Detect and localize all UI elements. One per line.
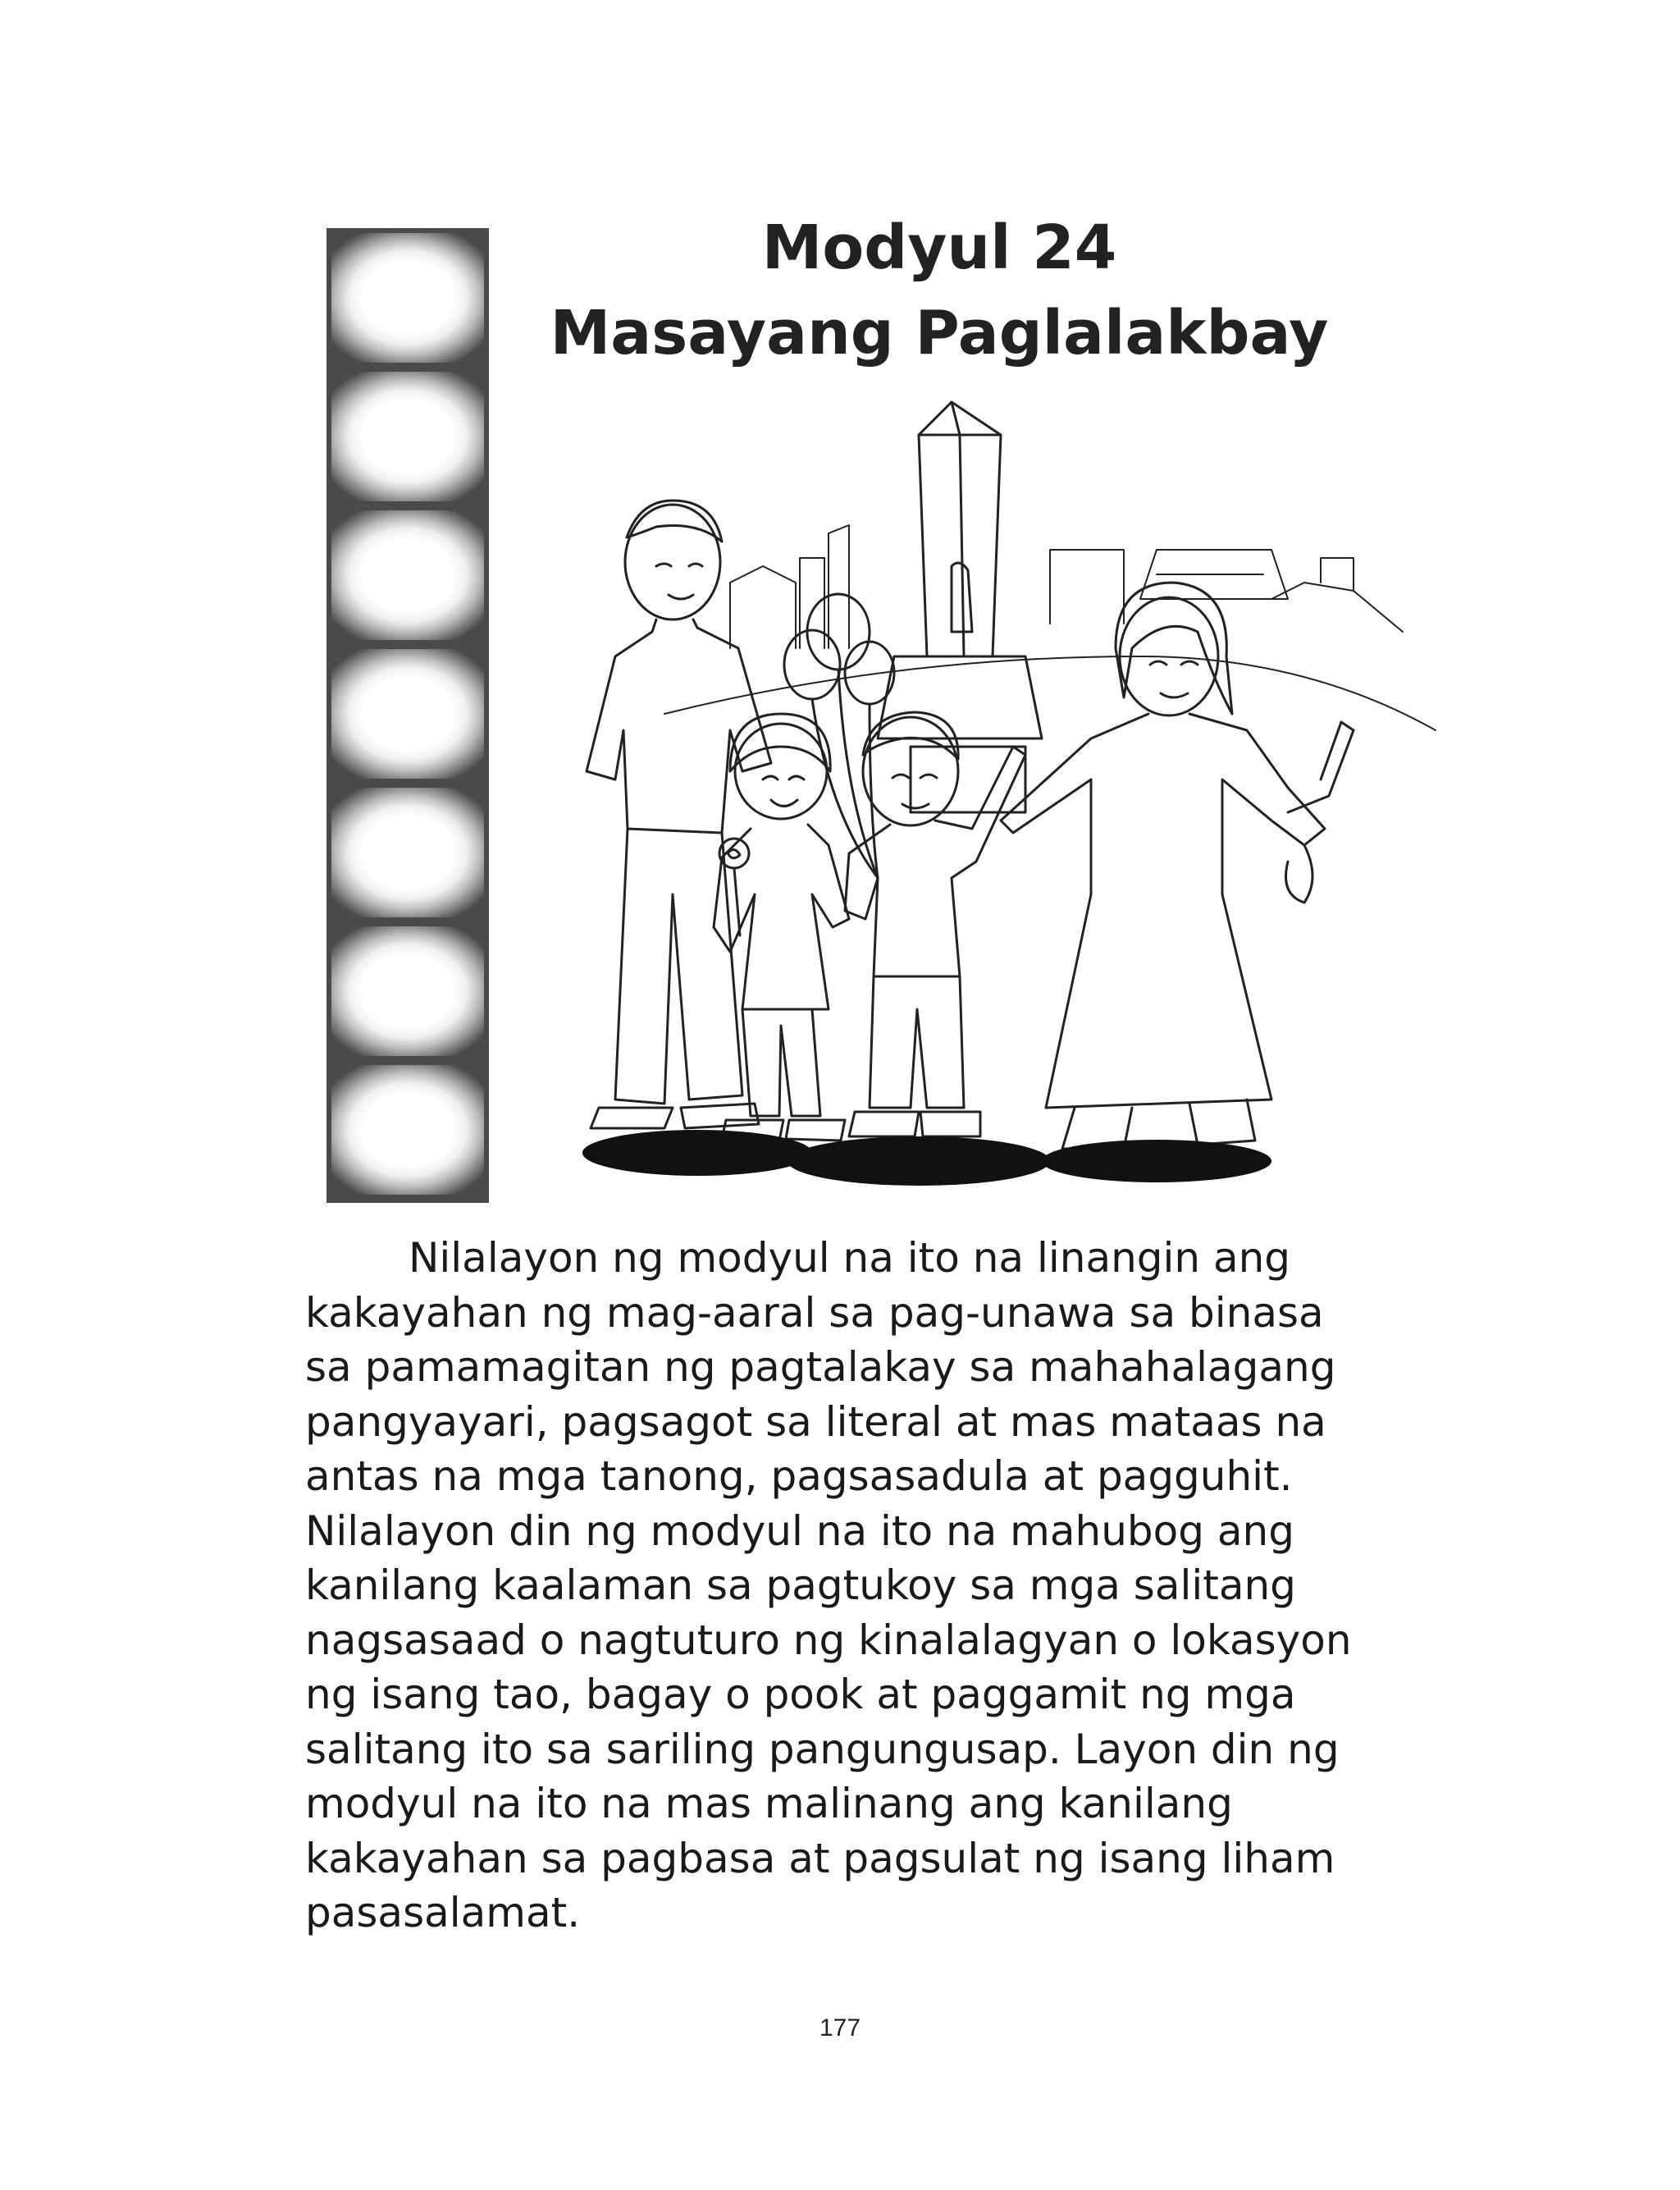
paragraph-line: nagsasaad o nagtuturo ng kinalalagyan o lokasyon (305, 1616, 1352, 1664)
paragraph-line: antas na mga tanong, pagsasadula at pagguhit. (305, 1452, 1293, 1500)
paragraph-line: Nilalayon din ng modyul na ito na mahubog ang (305, 1506, 1294, 1555)
module-number-heading: Modyul 24 (761, 213, 1117, 283)
film-frame (331, 510, 484, 640)
film-frame (331, 926, 484, 1056)
paragraph-line: pasasalamat. (305, 1889, 581, 1936)
ground-shadows (582, 1130, 1271, 1186)
paragraph-line: salitang ito sa sariling pangungusap. Layon din ng (305, 1725, 1340, 1773)
paragraph-line: pangyayari, pagsagot sa literal at mas mataas na (305, 1397, 1326, 1446)
film-frame (331, 1065, 484, 1195)
paragraph-line: modyul na ito na mas malinang ang kanilang (305, 1780, 1233, 1827)
family-monument-illustration (566, 386, 1468, 1198)
paragraph-line: ng isang tao, bagay o pook at paggamit ng mga (305, 1671, 1296, 1718)
film-frame (331, 372, 484, 501)
film-frame (331, 233, 484, 363)
module-description-paragraph (305, 1231, 1470, 1941)
film-frame (331, 788, 484, 917)
film-strip-decoration (326, 228, 489, 1203)
paragraph-line: kanilang kaalaman sa pagtukoy sa mga salitang (305, 1561, 1296, 1609)
paragraph-line: kakayahan sa pagbasa at pagsulat ng isang liham (305, 1834, 1335, 1882)
module-title-heading: Masayang Paglalakbay (550, 298, 1329, 368)
paragraph-line: Nilalayon ng modyul na ito na linangin ang (409, 1234, 1291, 1282)
paragraph-line: kakayahan ng mag-aaral sa pag-unawa sa binasa (305, 1288, 1324, 1337)
paragraph-line: sa pamamagitan ng pagtalakay sa mahahalagang (305, 1343, 1336, 1391)
background-buildings (664, 525, 1436, 730)
page-title (492, 205, 1386, 376)
boy-figure (845, 712, 1025, 1136)
mother-figure (1001, 583, 1354, 1149)
page-number: 177 (819, 2014, 861, 2041)
film-frame (331, 649, 484, 779)
